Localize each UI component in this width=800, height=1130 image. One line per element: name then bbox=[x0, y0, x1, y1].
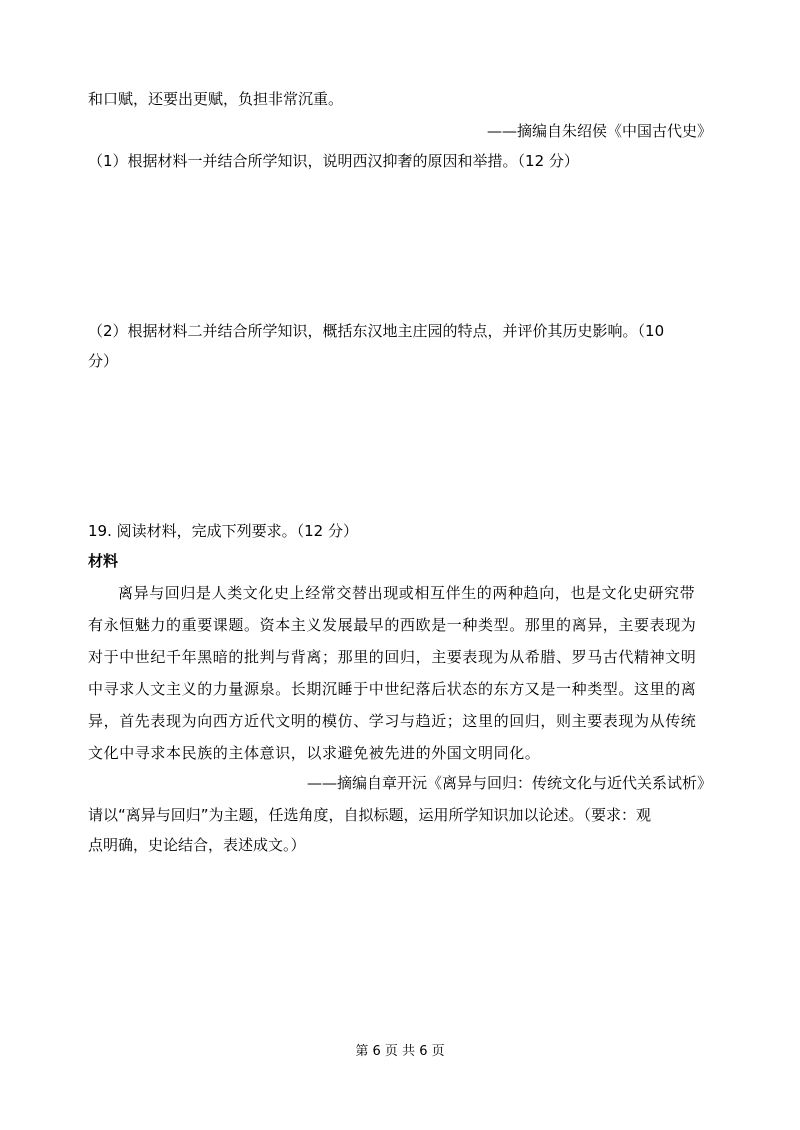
material-line: 中寻求人文主义的力量源泉。长期沉睡于中世纪落后状态的东方又是一种类型。这里的离 bbox=[88, 680, 697, 698]
question-18-2-line2: 分） bbox=[88, 352, 119, 370]
material-line: 文化中寻求本民族的主体意识，以求避免被先进的外国文明同化。 bbox=[88, 744, 541, 762]
material-label: 材料 bbox=[88, 552, 119, 570]
material-line: 异，首先表现为向西方近代文明的模仿、学习与趋近；这里的回归，则主要表现为从传统 bbox=[88, 712, 697, 730]
material1-source: ——摘编自朱绍侯《中国古代史》 bbox=[486, 122, 712, 140]
question-19-prompt-line2: 点明确，史论结合，表述成文。） bbox=[88, 836, 306, 854]
page-footer: 第 6 页 共 6 页 bbox=[355, 1044, 445, 1059]
question-19-title: 19. 阅读材料，完成下列要求。（12 分） bbox=[88, 522, 358, 540]
question-18-1: （1）根据材料一并结合所学知识，说明西汉抑奢的原因和举措。（12 分） bbox=[88, 152, 579, 170]
material-line: 对于中世纪千年黑暗的批判与背离；那里的回归，主要表现为从希腊、罗马古代精神文明 bbox=[88, 648, 697, 666]
question-18-2-line1: （2）根据材料二并结合所学知识，概括东汉地主庄园的特点，并评价其历史影响。（10 bbox=[88, 322, 665, 340]
material1-tail: 和口赋，还要出更赋，负担非常沉重。 bbox=[88, 90, 344, 108]
question-19-prompt-line1: 请以“离异与回归”为主题，任选角度，自拟标题，运用所学知识加以论述。（要求：观 bbox=[88, 806, 652, 824]
material-line: 离异与回归是人类文化史上经常交替出现或相互伴生的两种趋向，也是文化史研究带 bbox=[118, 584, 696, 602]
material-source: ——摘编自章开沅《离异与回归：传统文化与近代关系试析》 bbox=[306, 774, 712, 792]
material-line: 有永恒魅力的重要课题。资本主义发展最早的西欧是一种类型。那里的离异，主要表现为 bbox=[88, 616, 697, 634]
